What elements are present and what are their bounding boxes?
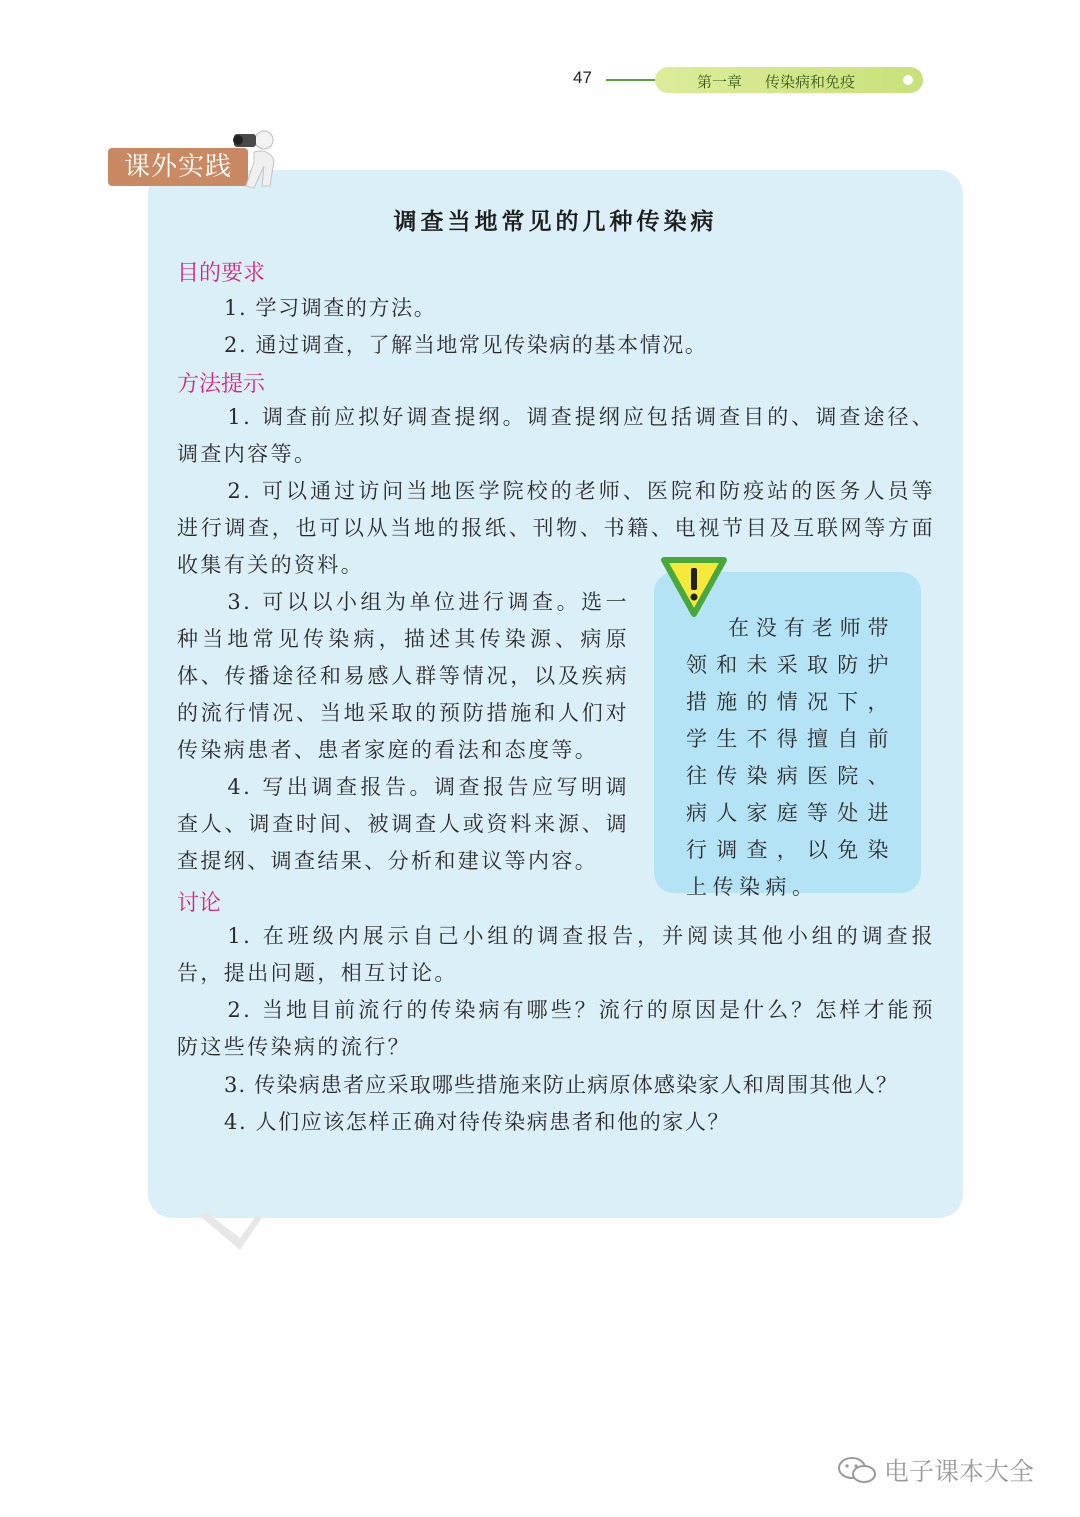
discussion-heading: 讨论: [177, 891, 222, 916]
section-tag: 课外实践: [108, 148, 248, 186]
discussion-item-2: 2. 当地目前流行的传染病有哪些？流行的原因是什么？怎样才能预防这些传染病的流行？: [177, 998, 935, 1059]
goals-heading: 目的要求: [177, 261, 266, 286]
chapter-banner: [655, 67, 923, 93]
page-number: 47: [573, 68, 592, 87]
chapter-title: 传染病和免疫: [765, 73, 856, 91]
activity-title: 调查当地常见的几种传染病: [393, 208, 718, 235]
panel-tail-decoration: [196, 1210, 266, 1258]
discussion-item-4: 4. 人们应该怎样正确对待传染病患者和他的家人？: [224, 1110, 731, 1134]
warning-icon: [660, 556, 728, 618]
header-rule: [606, 79, 662, 81]
photographer-figure-icon: [224, 126, 286, 192]
methods-item-1: 1. 调查前应拟好调查提纲。调查提纲应包括调查目的、调查途径、调查内容等。: [177, 405, 935, 466]
chapter-number: 第一章: [697, 73, 743, 91]
goals-item-1: 1. 学习调查的方法。: [224, 296, 437, 320]
methods-item-4: 4. 写出调查报告。调查报告应写明调查人、调查时间、被调查人或资料来源、调查提纲、调查结果、分析和建议等内容。: [177, 775, 629, 873]
discussion-item-3: 3. 传染病患者应采取哪些措施来防止病原体感染家人和周围其他人？: [224, 1073, 899, 1097]
methods-heading: 方法提示: [177, 372, 266, 397]
goals-item-2: 2. 通过调查，了解当地常见传染病的基本情况。: [224, 333, 708, 357]
banner-dot: [903, 75, 913, 85]
safety-note-text: 在没有老师带领和未采取防护措施的情况下，学生不得擅自前往传染病医院、病人家庭等处进行调查，以免染上传染病。: [686, 616, 894, 899]
methods-item-3: 3. 可以以小组为单位进行调查。选一种当地常见传染病，描述其传染源、病原体、传播途径和易感人群等情况，以及疾病的流行情况、当地采取的预防措施和人们对传染病患者、患者家庭的看法和态度等。: [177, 590, 629, 762]
watermark: [838, 1452, 1034, 1488]
methods-item-2: 2. 可以通过访问当地医学院校的老师、医院和防疫站的医务人员等进行调查，也可以从当地的报纸、刊物、书籍、电视节目及互联网等方面收集有关的资料。: [177, 479, 935, 577]
discussion-item-1: 1. 在班级内展示自己小组的调查报告，并阅读其他小组的调查报告，提出问题，相互讨论。: [177, 924, 935, 985]
watermark-text: 电子课本大全: [884, 1457, 1035, 1486]
